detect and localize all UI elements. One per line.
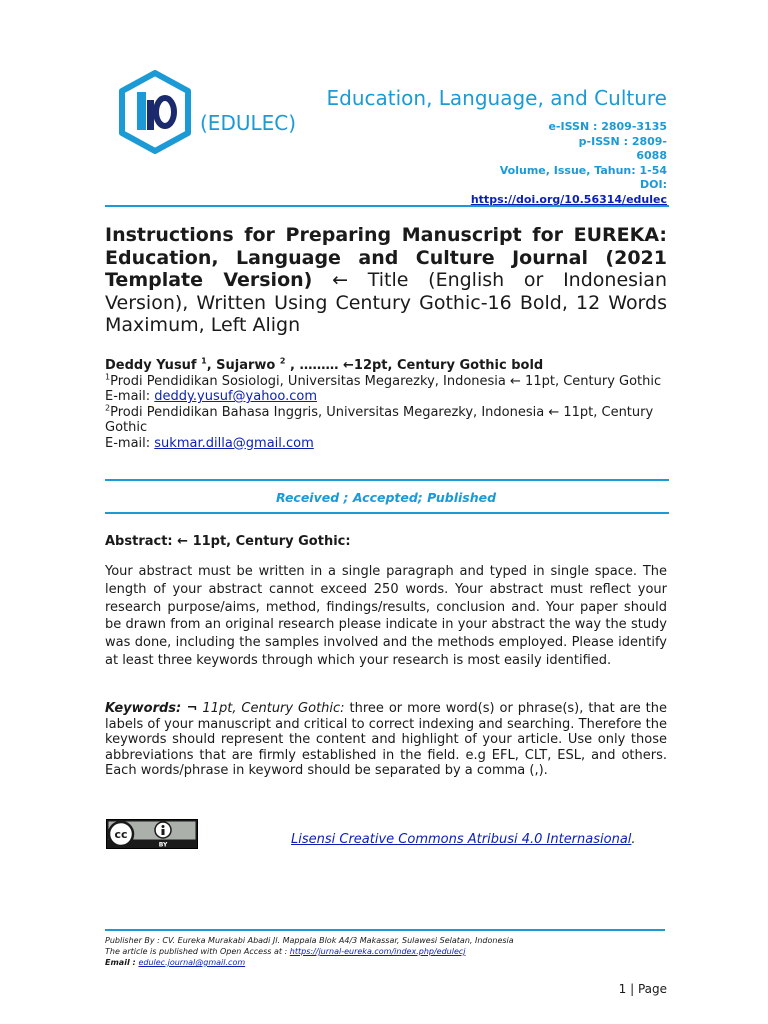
license-period: . xyxy=(631,832,636,847)
email-label-2: E-mail: xyxy=(105,435,155,451)
affiliation-1 xyxy=(105,374,667,390)
email-link-1[interactable]: deddy.yusuf@yahoo.com xyxy=(154,389,318,404)
dates-top-rule xyxy=(105,479,669,481)
author-2: , Sujarwo xyxy=(206,358,280,373)
publisher-line: Publisher By : CV. Eureka Murakabi Abadi Jl. Mappala Blok A4/3 Makassar, Sulawesi Selatan, Indonesia xyxy=(105,936,514,945)
affiliation-2 xyxy=(105,405,667,436)
header-divider xyxy=(105,205,669,207)
keywords-body: three or more word(s) or phrase(s), that are the labels of your manuscript and critical to correct indexing and searching. Therefore the keywords should represent the content and highlight of your article. Use only those abbreviations that are firmly established in the field. e.g EFL, CLT, ESL, and others. Each words/phrase in keyword should be separated by a comma (,). xyxy=(105,701,667,779)
author-names xyxy=(105,358,667,374)
paper-title-note: ← Title (English or Indonesian Version), Written Using Century Gothic-16 Bold, 12 Words Maximum, Left Align xyxy=(105,269,667,336)
received-accepted-published: Received ; Accepted; Published xyxy=(275,490,497,505)
author-note: , ……… ←12pt, Century Gothic bold xyxy=(285,358,544,373)
author-1-sup: 1 xyxy=(201,356,207,366)
doi-label: DOI: xyxy=(640,178,667,191)
cc-by-badge[interactable] xyxy=(106,819,198,849)
volume-issue: Volume, Issue, Tahun: 1-54 xyxy=(499,163,667,177)
keywords-label: Keywords: ¬ xyxy=(105,701,198,716)
license-link[interactable]: Lisensi Creative Commons Atribusi 4.0 Internasional xyxy=(291,832,632,847)
footer-divider xyxy=(105,929,665,931)
author-2-sup: 2 xyxy=(279,356,286,366)
footer-email-link[interactable]: edulec.journal@gmail.com xyxy=(138,958,246,967)
affiliation-1-text: Prodi Pendidikan Sosiologi, Universitas Megarezky, Indonesia ← 11pt, Century Gothic xyxy=(110,373,662,389)
footer-email-line xyxy=(105,957,667,968)
footer-email-label: Email : xyxy=(105,958,139,967)
journal-logo xyxy=(118,70,192,154)
affiliation-2-text: Prodi Pendidikan Bahasa Inggris, Universitas Megarezky, Indonesia ← 11pt, Century Gothic xyxy=(105,404,654,435)
issn-block xyxy=(437,120,667,207)
footer xyxy=(105,935,667,968)
journal-name-line2: (EDULEC) xyxy=(200,111,297,135)
open-access-label: The article is published with Open Access at : xyxy=(105,947,290,956)
abstract-heading: Abstract: ← 11pt, Century Gothic: xyxy=(105,534,351,549)
author-block xyxy=(105,358,667,451)
cc-badge-text: cc xyxy=(114,828,128,841)
hexagon-logo-icon xyxy=(118,70,192,154)
email-line-2 xyxy=(105,436,667,452)
journal-name-line1: Education, Language, and Culture xyxy=(326,86,667,110)
open-access-line xyxy=(105,946,667,957)
keywords-paragraph xyxy=(105,701,667,779)
abstract-body: Your abstract must be written in a single paragraph and typed in single space. The length of your abstract cannot exceed 250 words. Your abstract must reflect your research purpose/aims, method, findings/results, conclusion and. Your paper should be drawn from an original research please indicate in your abstract the way the study was done, including the samples involved and the methods employed. Please identify at least three keywords through which your research is most easily identified. xyxy=(105,564,667,668)
affiliation-2-sup: 2 xyxy=(105,403,111,413)
open-access-link[interactable]: https://jurnal-eureka.com/index.php/edulecj xyxy=(289,947,466,956)
pissn-line1: p-ISSN : 2809- xyxy=(578,134,667,148)
pissn-line2: 6088 xyxy=(636,149,667,162)
dates-bottom-rule xyxy=(105,512,669,514)
email-link-2[interactable]: sukmar.dilla@gmail.com xyxy=(154,435,314,451)
license-line xyxy=(291,832,636,847)
email-label-1: E-mail: xyxy=(105,389,155,404)
paper-title xyxy=(105,224,667,337)
email-line-1 xyxy=(105,389,667,405)
affiliation-1-sup: 1 xyxy=(105,372,111,382)
author-1: Deddy Yusuf xyxy=(105,358,202,373)
cc-by-icon xyxy=(106,819,198,849)
page-number: 1 | Page xyxy=(618,982,667,996)
cc-badge-by: BY xyxy=(158,841,168,849)
doi-link[interactable]: https://doi.org/10.56314/edulec xyxy=(470,192,667,206)
keywords-note: 11pt, Century Gothic: xyxy=(197,701,345,716)
eissn: e-ISSN : 2809-3135 xyxy=(548,120,667,133)
paper-title-main: Instructions for Preparing Manuscript for EUREKA: Education, Language and Culture Journal (2021 Template Version) xyxy=(105,224,667,291)
